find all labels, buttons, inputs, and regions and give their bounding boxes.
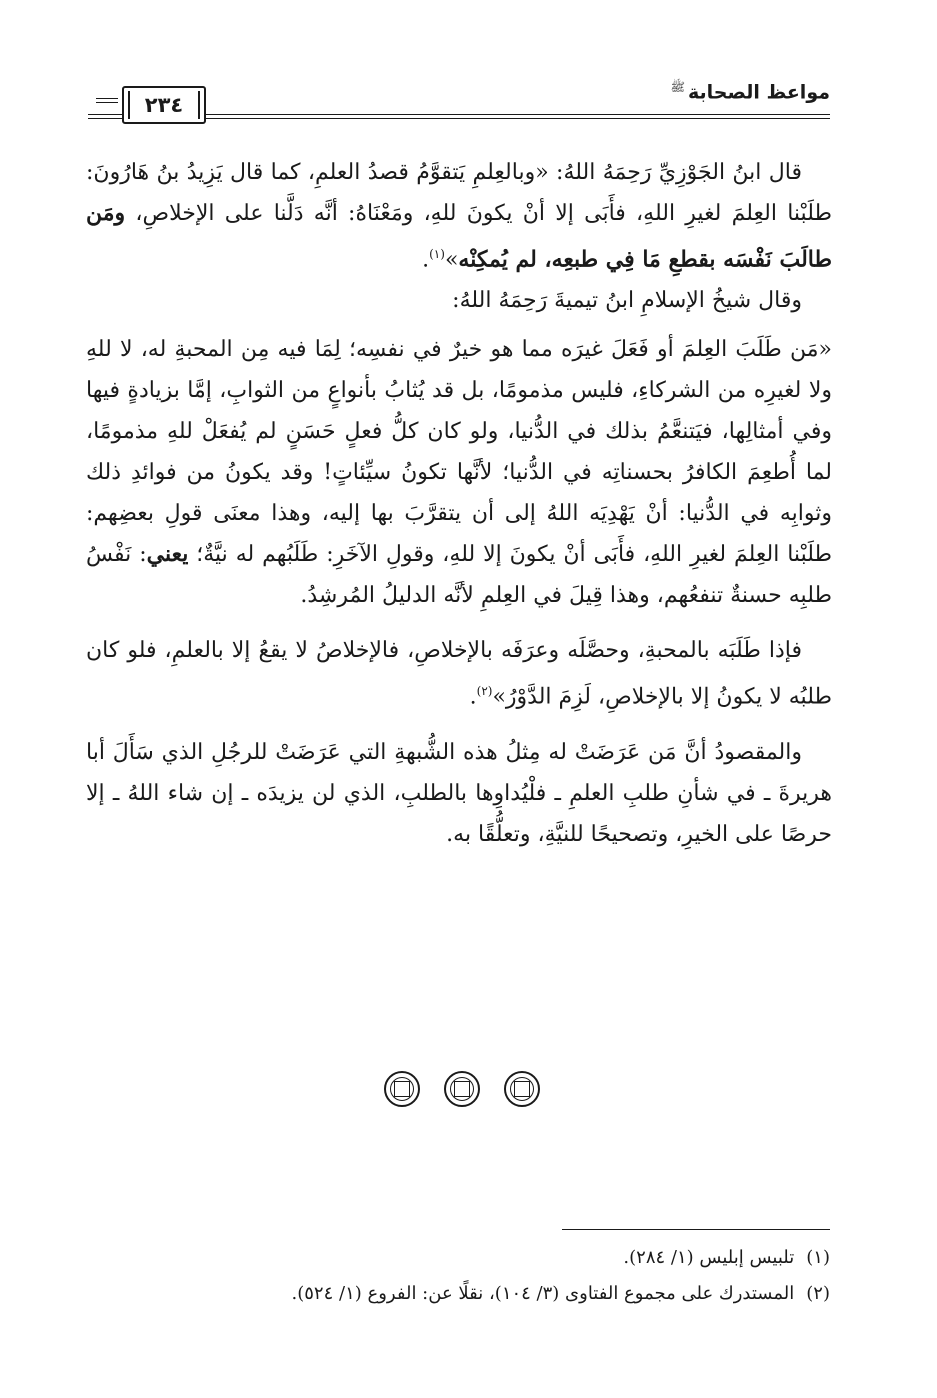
text-run: والمقصودُ أنَّ مَن عَرَضَتْ له مِثلُ هذه الشُّبهةِ التي عَرَضَتْ للرجُلِ الذي سَأَلَ أبا هريرةَ ـ في شأنِ طلبِ العلمِ ـ فلْيُداوِها بالطلبِ، الذي لن يزيدَه ـ إن شاء اللهُ ـ إلا حرصًا على الخيرِ، وتصحيحًا للنيَّةِ، وتعلُّقًا به. (86, 739, 832, 847)
footnote-ref[interactable]: (١) (429, 247, 445, 261)
text-run: . (422, 247, 430, 273)
header-dash (96, 98, 118, 99)
quote-paragraph (86, 329, 832, 616)
footnote (130, 1240, 830, 1276)
footnote-ref[interactable]: (٢) (476, 684, 493, 699)
footnote-number: (٢) (806, 1283, 830, 1304)
page-number-box (122, 86, 206, 124)
text-run: وقال شيخُ الإسلامِ ابنُ تيميةَ رَحِمَهُ اللهُ: (452, 288, 802, 314)
footnote-text: تلبيس إبليس (١/ ٢٨٤). (623, 1247, 795, 1268)
ornament-icon (384, 1071, 420, 1107)
footnote (130, 1276, 830, 1312)
main-text (86, 152, 832, 855)
paragraph (86, 732, 832, 855)
page-number: ٢٣٤ (144, 93, 184, 117)
ornament-icon (504, 1071, 540, 1107)
ornament-icon (444, 1071, 480, 1107)
footnote-number: (١) (806, 1247, 830, 1268)
text-run: فإذا طَلَبَه بالمحبةِ، وحصَّلَه وعرَفَه بالإخلاصِ، فالإخلاصُ لا يقعُ إلا بالعلمِ، فلو كان طلبُه لا يكونُ إلا بالإخلاصِ، لَزِمَ الدَّوْرُ» (86, 638, 832, 710)
paragraph (86, 280, 832, 321)
bold-text-run: ومَن طالَبَ نَفْسَه بقطعِ مَا فِي طبعِه، لم يُمكِنْه (86, 200, 832, 273)
bold-text-run: يعني (146, 541, 189, 568)
text-run: : نَفْسُ طلبِه حسنةٌ تنفعُهم، وهذا قِيلَ في العِلمِ لأنَّه الدليلُ المُرشِدُ. (86, 542, 832, 609)
footnote-separator (562, 1229, 830, 1230)
text-run: «مَن طَلَبَ العِلمَ أو فَعَلَ غيرَه مما هو خيرٌ في نفسِه؛ لِمَا فيه مِن المحبةِ له، لا للهِ ولا لغيرِه من الشركاءِ، فليس مذمومًا، بل قد يُثابُ بأنواعٍ من الثوابِ، إمَّا بزيادةٍ فيها وفي أمثالِها، فيَتنعَّمُ بذلك في الدُّنيا، ولو كان كلُّ فعلٍ حَسَنٍ لم يُفعَلْ للهِ مذمومًا، لما أُطعِمَ الكافرُ بحسناتِه في الدُّنيا؛ لأنَّها تكونُ سيِّئاتٍ! وقد يكونُ من فوائدِ ذلك وثوابِه في الدُّنيا: أنْ يَهْدِيَه اللهُ إلى أن يتقرَّبَ بها إليه، وهذا معنَى قولِ بعضِهم: طلَبْنا العِلمَ لغيرِ اللهِ، فأَبَى أنْ يكونَ إلا للهِ، وقولِ الآخَرِ: طَلَبُهم له نيَّةٌ؛ (86, 337, 832, 568)
book-title-text: مواعظ الصحابة (688, 81, 830, 104)
text-run: » (444, 247, 459, 273)
section-ornaments (384, 1071, 540, 1107)
footnotes (130, 1240, 830, 1312)
book-title (671, 80, 830, 103)
text-run: . (469, 684, 477, 710)
honorific-mark: ﷺ (670, 80, 686, 94)
paragraph (86, 630, 832, 717)
header-dash (96, 102, 118, 103)
paragraph (86, 152, 832, 280)
footnote-text: المستدرك على مجموع الفتاوى (٣/ ١٠٤)، نقلًا عن: الفروع (١/ ٥٢٤). (291, 1283, 795, 1304)
text-run: قال ابنُ الجَوْزِيِّ رَحِمَهُ اللهُ: «وبالعِلمِ يَتقوَّمُ قصدُ العلمِ، كما قال يَزِيدُ بنُ هَارُونَ: طلَبْنا العِلمَ لغيرِ اللهِ، فأَبَى إلا أنْ يكونَ للهِ، ومَعْنَاهُ: أنَّه دَلَّنا على الإخلاصِ، (86, 160, 832, 226)
running-header (88, 72, 830, 118)
